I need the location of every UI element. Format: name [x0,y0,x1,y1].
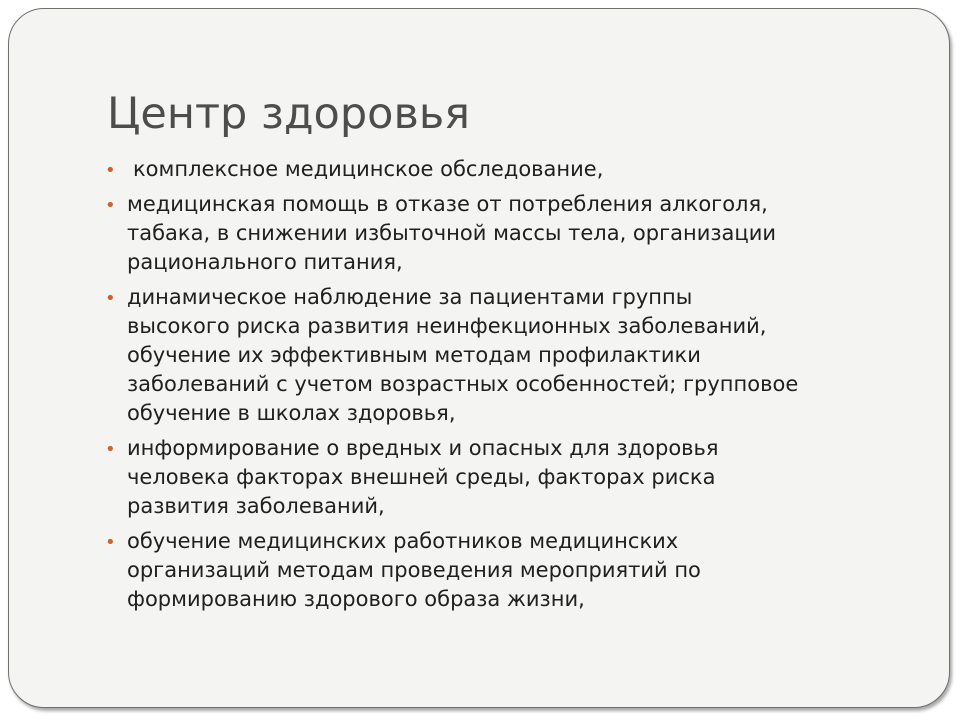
bullet-line: развития заболеваний, [127,494,385,518]
bullet-item [104,283,914,428]
bullet-text [127,434,914,521]
bullet-item [104,155,914,184]
bullet-line: табака, в снижении избыточной массы тела, организации [127,221,777,245]
bullet-item [104,190,914,277]
bullet-text [127,190,914,277]
bullet-line: комплексное медицинское обследование, [133,157,604,181]
bullet-line: обучение медицинских работников медицинских [127,529,679,553]
bullet-line: обучение их эффективным методам профилактики [127,343,701,367]
bullet-icon: • [105,288,116,309]
bullet-line: рационального питания, [127,250,403,274]
bullet-text [127,283,914,428]
bullet-text [127,527,914,614]
bullet-item [104,527,914,614]
bullet-line: обучение в школах здоровья, [127,401,456,425]
bullet-text [127,155,914,184]
bullet-line: медицинская помощь в отказе от потребления алкоголя, [127,192,768,216]
bullet-line: информирование о вредных и опасных для здоровья [127,436,719,460]
bullet-line: высокого риска развития неинфекционных заболеваний, [127,314,767,338]
bullet-icon: • [105,532,116,553]
bullet-line: динамическое наблюдение за пациентами группы [127,285,693,309]
bullet-line: формированию здорового образа жизни, [127,587,585,611]
bullet-item [104,434,914,521]
slide-title: Центр здоровья [107,89,471,139]
bullet-line: организаций методам проведения мероприятий по [127,558,701,582]
bullet-list [104,155,914,620]
bullet-icon: • [105,195,116,216]
bullet-line: человека факторах внешней среды, факторах риска [127,465,716,489]
bullet-icon: • [105,439,116,460]
bullet-line: заболеваний с учетом возрастных особенностей; групповое [127,372,799,396]
bullet-icon: • [105,160,116,181]
